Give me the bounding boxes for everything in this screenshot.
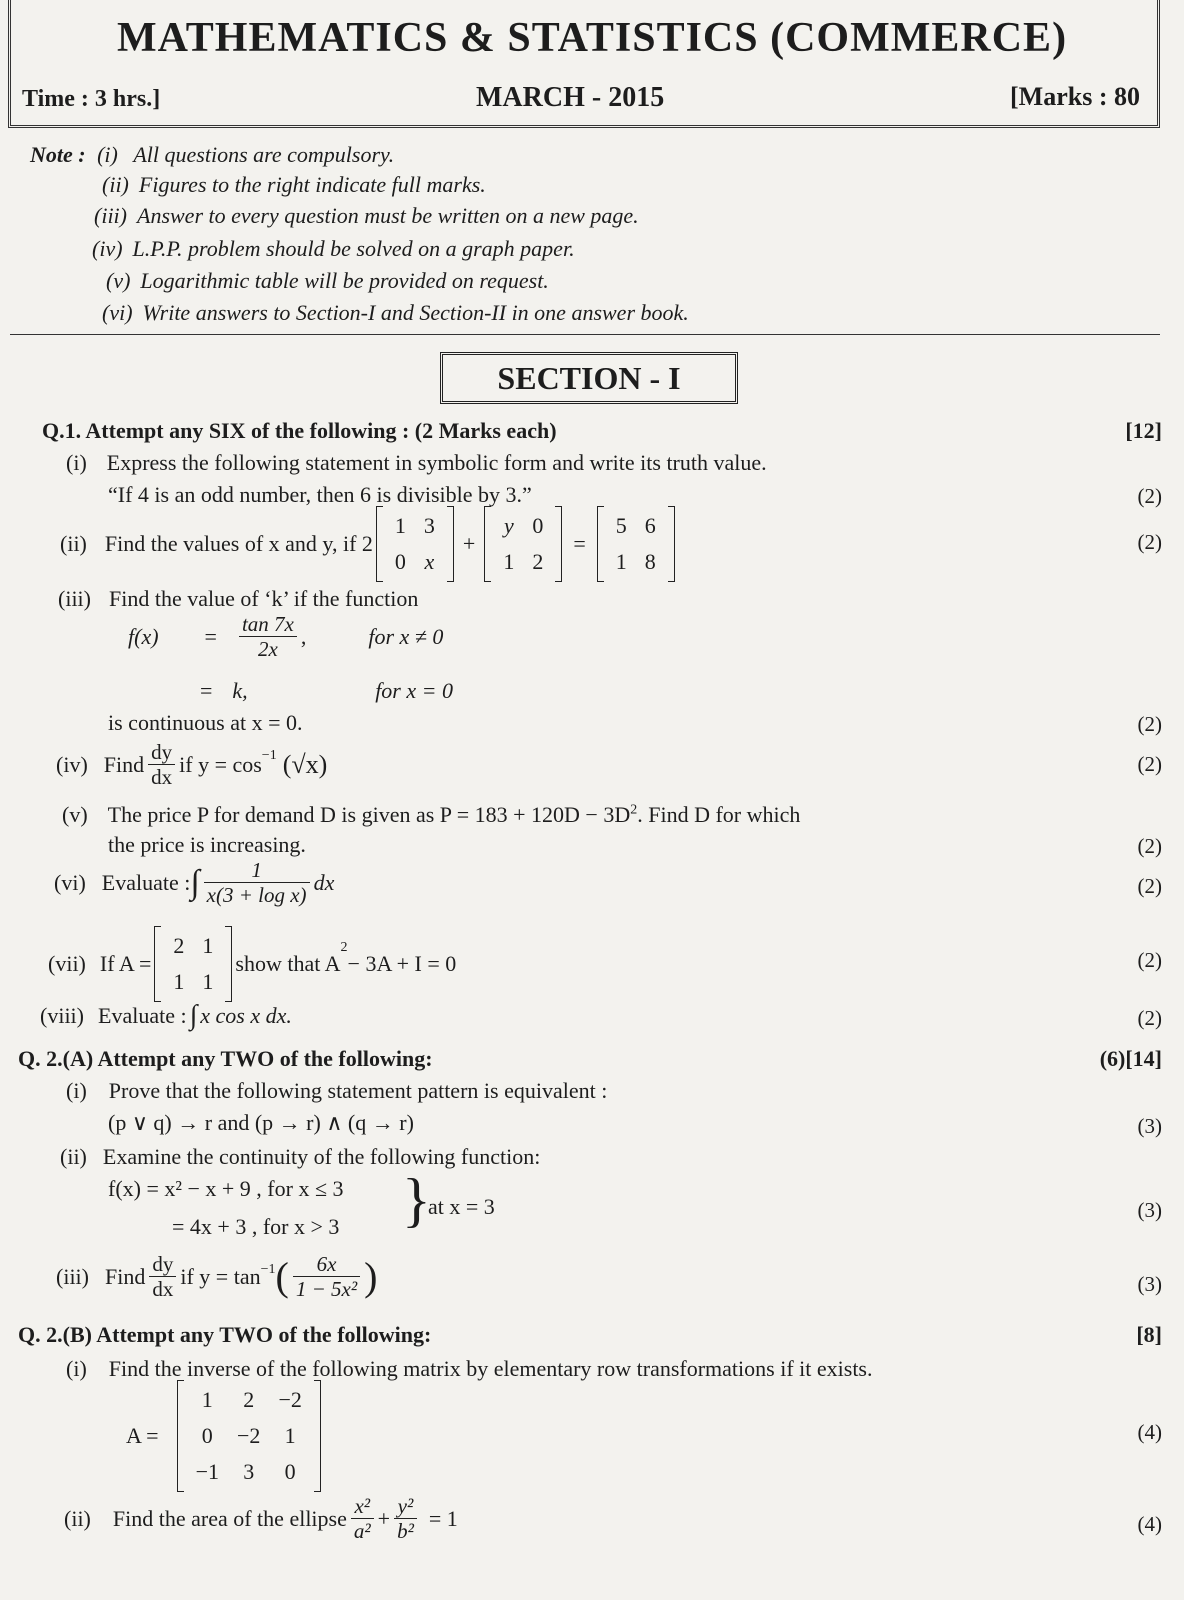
q1-iv-marks: (2): [1137, 752, 1162, 776]
q2a-ii-marks: (3): [1137, 1198, 1162, 1222]
q1-iii: (iii) Find the value of ‘k’ if the function: [58, 586, 419, 611]
q2a-ii: (ii) Examine the continuity of the following function:: [60, 1144, 541, 1169]
q1-marks: [12]: [1125, 418, 1162, 443]
q1-v-line2: the price is increasing.: [108, 832, 306, 857]
total-marks: [Marks : 80: [1010, 82, 1140, 111]
q1-iii-tail: is continuous at x = 0.: [108, 710, 303, 735]
q1-i-statement: “If 4 is an odd number, then 6 is divisible by 3.”: [108, 482, 532, 507]
q1-viii: (viii) Evaluate : ∫ x cos x dx.: [40, 1000, 292, 1031]
q2a-ii-case1: f(x) = x² − x + 9 , for x ≤ 3: [108, 1176, 344, 1201]
q2a-i-expr: (p ∨ q) → r and (p → r) ∧ (q → r): [108, 1110, 414, 1135]
note-item-4: (iv) L.P.P. problem should be solved on a graph paper.: [92, 236, 575, 261]
matrix-2: y 0 1 2: [484, 506, 562, 582]
q2a-iii: (iii) Find $\frac{dy}{dx}$ if y = tan $^{-1}$ ( $\frac{6x}{\text{1 − 5x²}}$ ): [56, 1252, 378, 1301]
note-label: Note :: [30, 142, 86, 167]
q2b-i: (i) Find the inverse of the following matrix by elementary row transformations if it exists.: [66, 1356, 873, 1381]
time-label: Time : 3 hrs.]: [22, 86, 161, 112]
q1-iv: (iv) Find $\frac{dy}{dx}$ if y = cos $^{-1}$ (√x): [56, 740, 328, 789]
q1-iii-case2: = k, for x = 0: [200, 678, 453, 703]
note-item-5: (v) Logarithmic table will be provided on request.: [106, 268, 549, 293]
q1-vi-marks: (2): [1137, 874, 1162, 898]
q2a-i-marks: (3): [1137, 1114, 1162, 1138]
q1-viii-marks: (2): [1137, 1006, 1162, 1030]
q1-vii-marks: (2): [1137, 948, 1162, 972]
q2b-ii-marks: (4): [1137, 1512, 1162, 1536]
q2a-ii-case2: = 4x + 3 , for x > 3: [172, 1214, 340, 1239]
q1-i-marks: (2): [1137, 484, 1162, 508]
matrix-a: 2 1 1 1: [154, 926, 232, 1002]
q1-vii: (vii) If A = 2 1 1 1 show that A $^2$ − 3A + I = 0: [48, 926, 456, 1002]
q2b-ii: (ii) Find the area of the ellipse $\frac{\text{x²}}{\text{a²}}$ + $\frac{\text{y²}}{\text{b²}}$ = 1: [64, 1494, 458, 1543]
q1-v: (v) The price P for demand D is given as $P = 183 + 120D - 3D^2$. Find D for which: [62, 802, 801, 827]
q2b-i-matrix: A = 1 2 −2 0 −2 1 −1 3 0: [126, 1380, 324, 1492]
divider: [10, 334, 1160, 335]
q2a-marks: (6)[14]: [1099, 1046, 1162, 1071]
q1-vi: (vi) Evaluate : ∫ $\frac{1}{\text{x(3 + log x)}}$ dx: [54, 858, 335, 907]
q1-i: (i) Express the following statement in symbolic form and write its truth value.: [66, 450, 767, 475]
q2a-iii-marks: (3): [1137, 1272, 1162, 1296]
q1-heading: Q.1. Attempt any SIX of the following : (2 Marks each): [42, 418, 557, 443]
note-item-1: Note : (i) All questions are compulsory.: [30, 142, 395, 167]
q2b-marks: [8]: [1136, 1322, 1162, 1347]
note-item-2: (ii) Figures to the right indicate full marks.: [102, 172, 486, 197]
q1-ii-marks: (2): [1137, 530, 1162, 554]
matrix-a-3x3: 1 2 −2 0 −2 1 −1 3 0: [177, 1380, 321, 1492]
q2a-i: (i) Prove that the following statement pattern is equivalent :: [66, 1078, 608, 1103]
note-item-6: (vi) Write answers to Section-I and Section-II in one answer book.: [102, 300, 689, 325]
exam-date: MARCH - 2015: [476, 82, 665, 113]
q2a-heading: Q. 2.(A) Attempt any TWO of the following:: [18, 1046, 433, 1071]
brace: }: [402, 1167, 431, 1233]
q2b-i-marks: (4): [1137, 1420, 1162, 1444]
matrix-1: 1 3 0 x: [376, 506, 454, 582]
q2a-ii-at: at x = 3: [428, 1194, 495, 1219]
q1-iii-marks: (2): [1137, 712, 1162, 736]
q1-v-marks: (2): [1137, 834, 1162, 858]
matrix-3: 5 6 1 8: [597, 506, 675, 582]
note-item-3: (iii) Answer to every question must be written on a new page.: [94, 203, 639, 228]
section-heading: SECTION - I: [440, 352, 738, 404]
q1-ii: (ii) Find the values of x and y, if 2 1 3 0 x + y 0 1 2 = 5 6 1 8: [60, 506, 678, 582]
paper-title: MATHEMATICS & STATISTICS (COMMERCE): [116, 15, 1068, 61]
q2b-heading: Q. 2.(B) Attempt any TWO of the following:: [18, 1322, 432, 1347]
q1-iii-case1: f(x) = $\frac{\tan 7x}{2x}$ , for x ≠ 0: [128, 612, 444, 661]
